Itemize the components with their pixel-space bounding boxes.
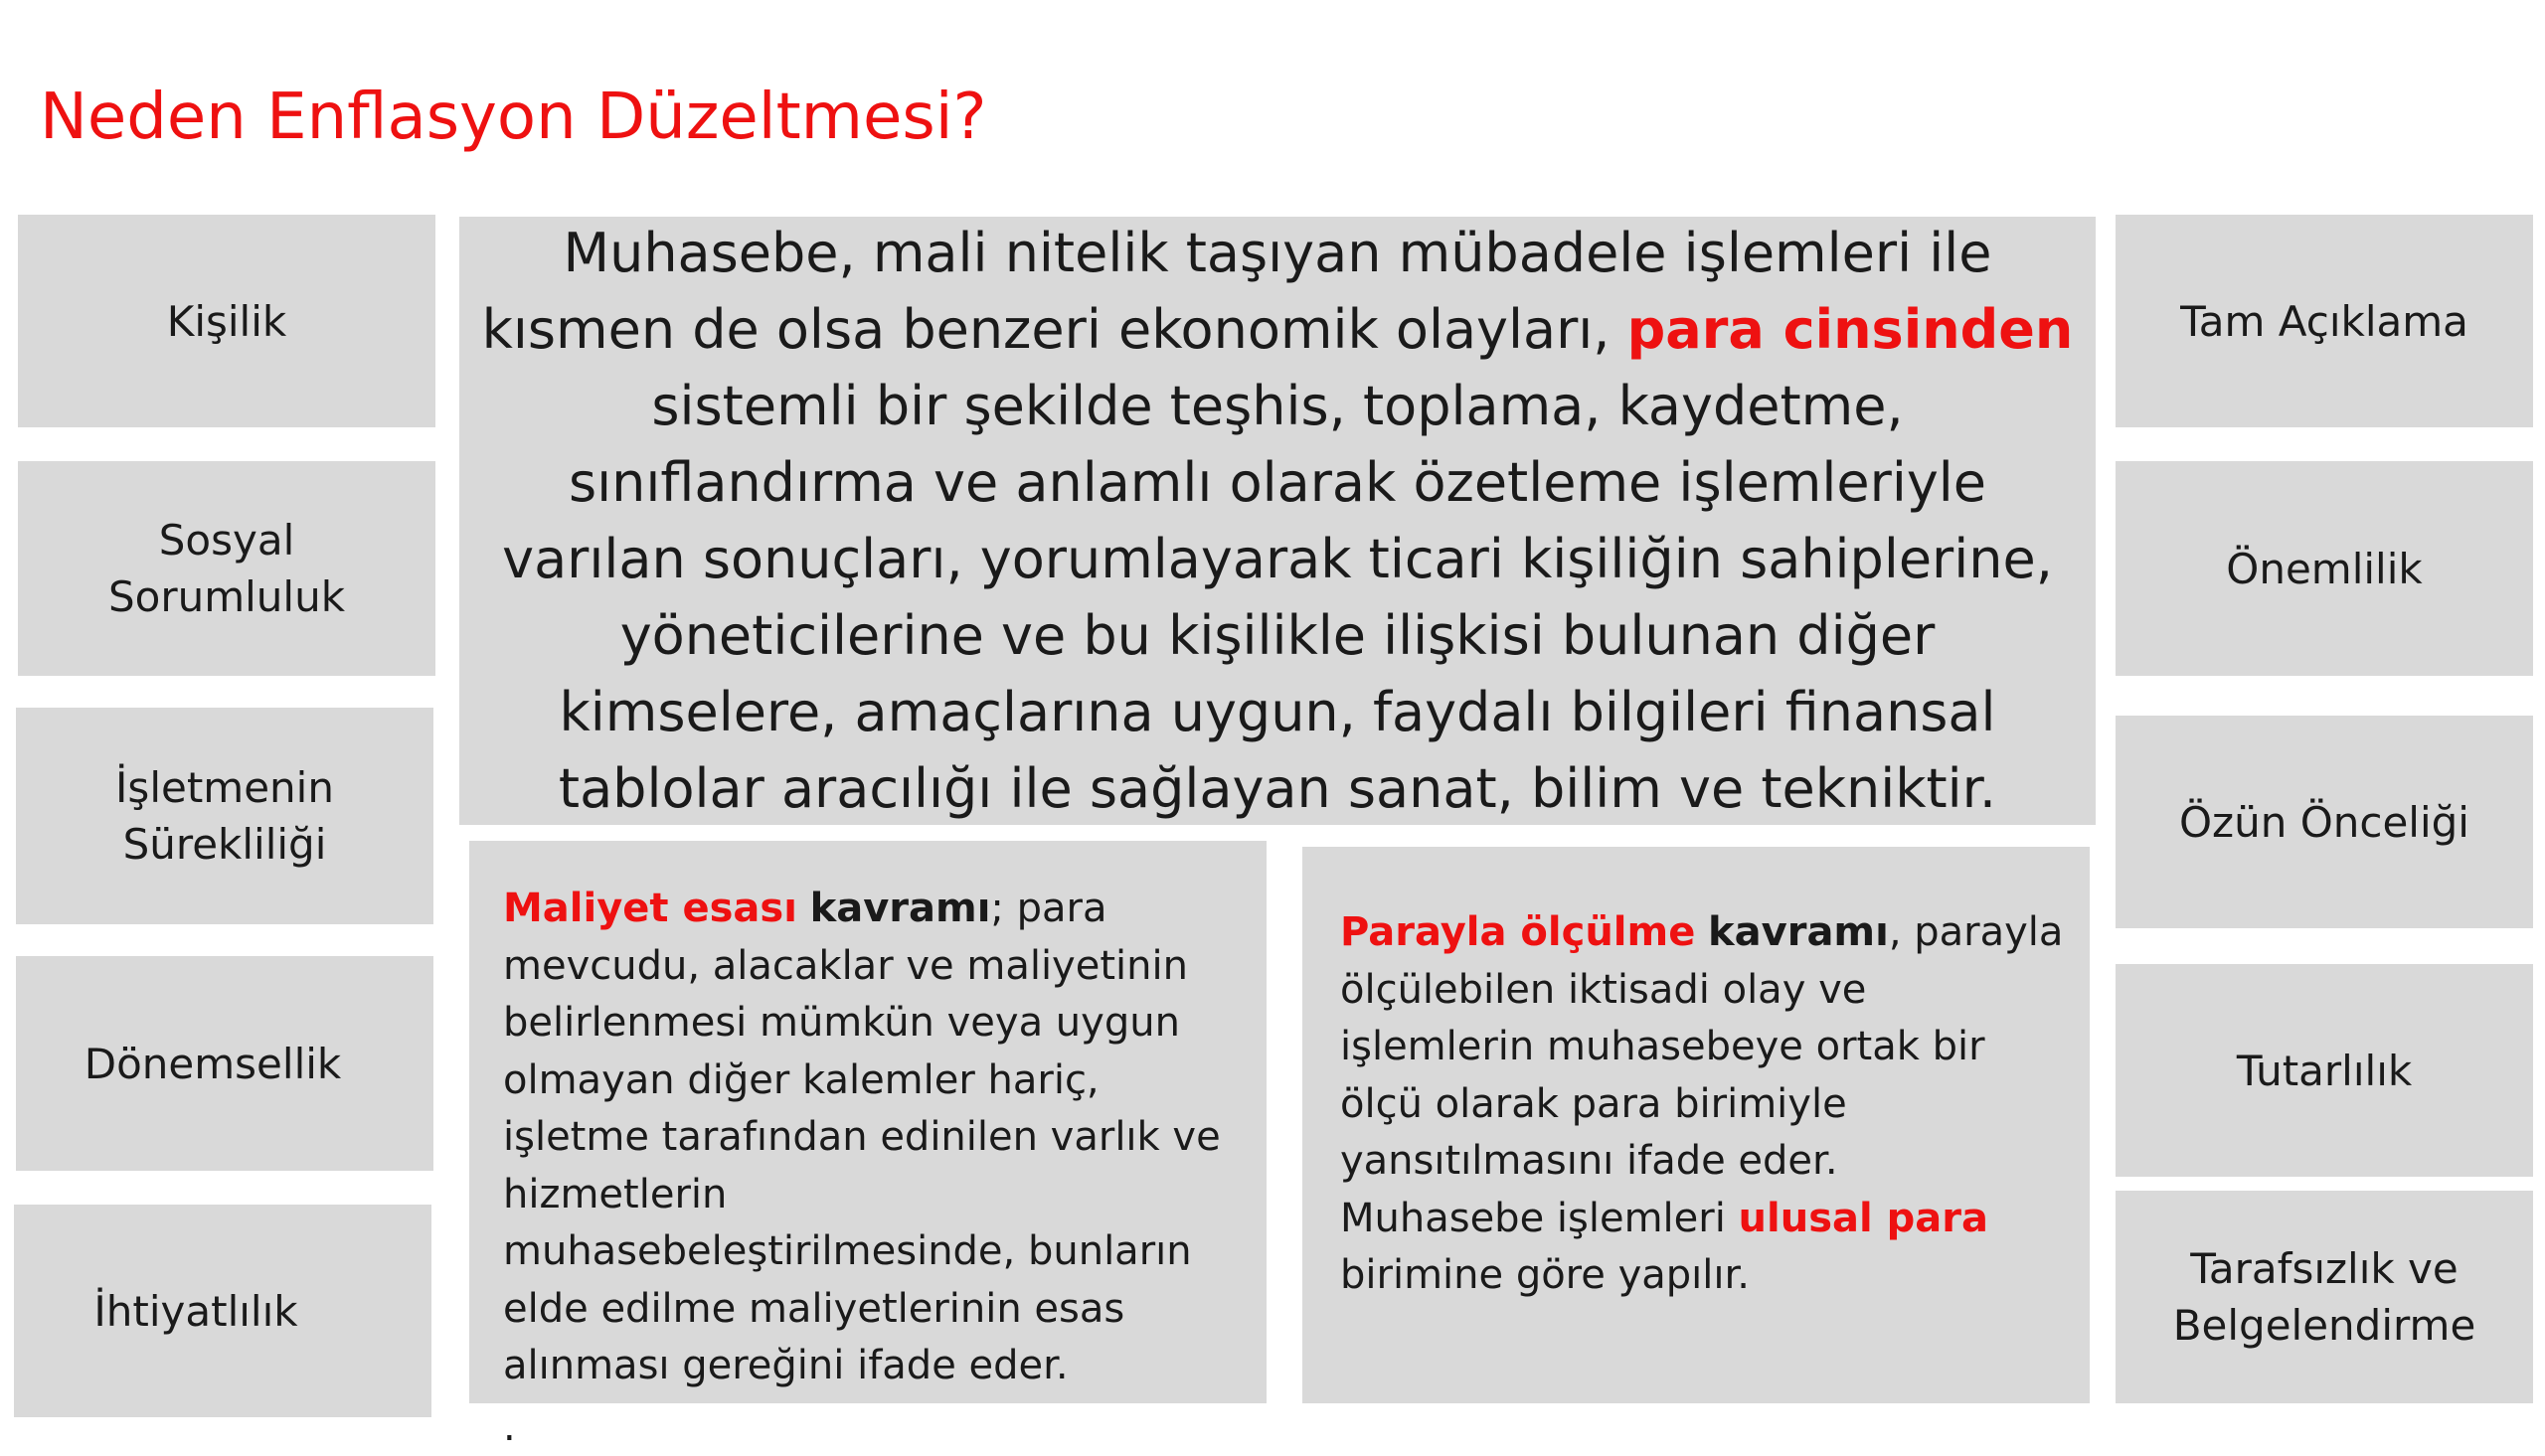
definition-highlight: para cinsinden [1627,298,2074,361]
money-concept-text-2 [1340,1191,2066,1305]
cost-concept-box [469,841,1267,1403]
concept-label: Sorumluluk [108,568,345,625]
concept-box-ihtiyatlilik [14,1205,431,1417]
concept-label: İhtiyatlılık [93,1283,297,1340]
money-concept-highlight-2: ulusal para [1739,1196,1988,1241]
money-concept-body: , parayla ölçülebilen iktisadi olay ve işlemlerin muhasebeye ortak bir ölçü olarak para birimiyle yansıtılmasını ifade eder. [1340,909,2063,1184]
concept-box-ozun-onceligi [2116,716,2533,928]
money-concept-body-2: Muhasebe işlemleri [1340,1196,1739,1241]
money-concept-text [1340,904,2066,1191]
money-concept-box [1302,847,2090,1403]
cost-concept-trailing: . [503,1399,1247,1456]
concept-label: Kişilik [167,293,286,350]
money-concept-body-3: birimine göre yapılır. [1340,1252,1750,1298]
cost-concept-body: ; para mevcudu, alacaklar ve maliyetinin belirlenmesi mümkün veya uygun olmayan diğer kalemler hariç, işletme tarafından edinilen varlık ve hizmetlerin muhasebeleştirilmesinde, bunların elde edilme maliyetlerinin esas alınması gereğini ifade eder. [503,886,1221,1388]
money-concept-highlight: Parayla ölçülme [1340,909,1695,955]
concept-box-donemsellik [16,956,433,1171]
cost-concept-highlight: Maliyet esası [503,886,797,931]
concept-label: Belgelendirme [2173,1297,2476,1354]
concept-label: Özün Önceliği [2179,794,2469,851]
concept-box-tutarlilik [2116,964,2533,1177]
accounting-definition-box [459,217,2096,825]
page-title: Neden Enflasyon Düzeltmesi? [40,78,986,157]
concept-label: Tarafsızlık ve [2173,1240,2476,1297]
concept-box-tam-aciklama [2116,215,2533,427]
concept-label: Tam Açıklama [2180,293,2468,350]
concept-label: Tutarlılık [2237,1043,2412,1099]
concept-box-isletmenin-surekliligi [16,708,433,924]
money-concept-keyword: kavramı [1708,909,1889,955]
concept-label: İşletmenin [115,759,334,816]
concept-label: Sosyal [108,512,345,568]
concept-box-onemlilik [2116,461,2533,676]
accounting-definition-text [479,215,2076,827]
concept-box-sosyal-sorumluluk [18,461,435,676]
definition-text-part: Muhasebe, mali nitelik taşıyan mübadele işlemleri ile kısmen de olsa benzeri ekonomik olayları, [482,222,1992,361]
cost-concept-keyword: kavramı [810,886,991,931]
cost-concept-text [503,881,1247,1395]
concept-box-kisilik [18,215,435,427]
concept-label: Sürekliliği [115,816,334,873]
definition-text-part: sistemli bir şekilde teşhis, toplama, kaydetme, sınıflandırma ve anlamlı olarak özetleme işlemleriyle varılan sonuçları, yorumlayarak ticari kişiliğin sahiplerine, yöneticilerine ve bu kişilikle ilişkisi bulunan diğer kimselere, amaçlarına uygun, faydalı bilgileri finansal tablolar aracılığı ile sağlayan sanat, bilim ve tekniktir. [502,375,2053,820]
concept-label: Önemlilik [2226,541,2422,597]
concept-label: Dönemsellik [85,1036,341,1092]
concept-box-tarafsizlik-belgelendirme [2116,1191,2533,1403]
